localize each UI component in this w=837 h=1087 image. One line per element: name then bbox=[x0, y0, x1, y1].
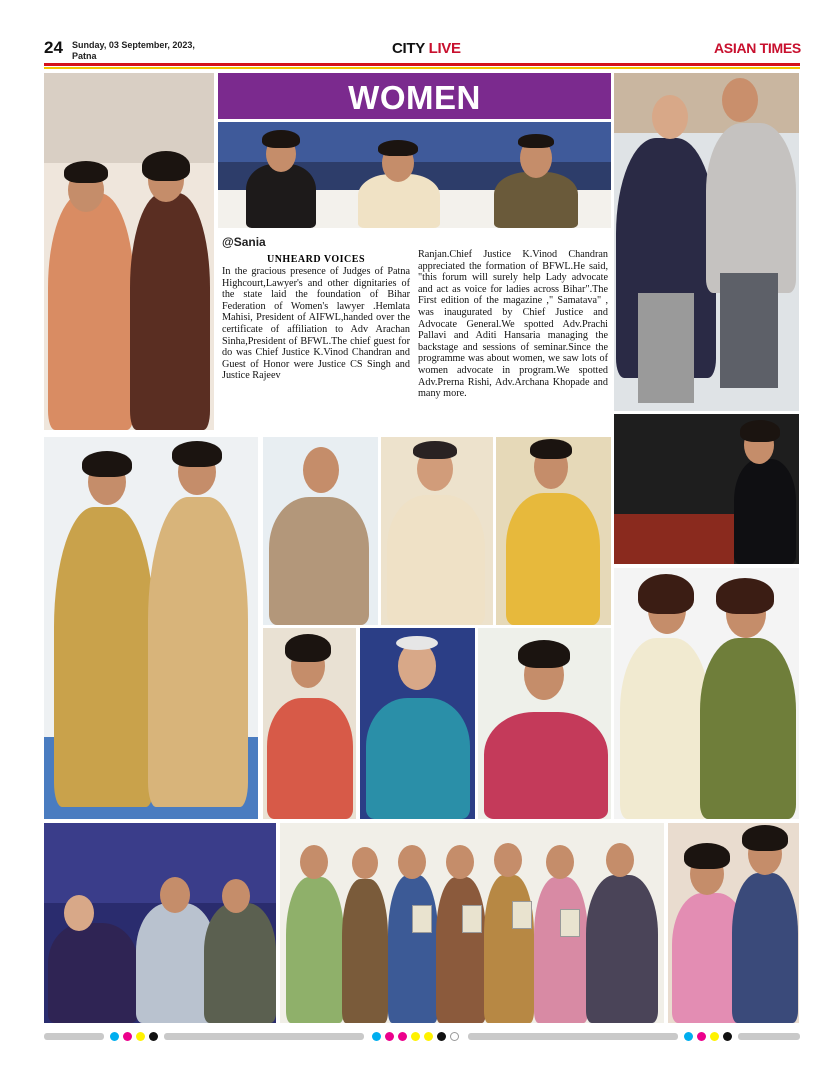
article-subhead: UNHEARD VOICES bbox=[266, 254, 366, 265]
header-rule-red bbox=[44, 63, 800, 66]
photo-two-women-gold bbox=[44, 437, 258, 819]
section-city: CITY bbox=[392, 40, 425, 57]
photo-woman-at-podium bbox=[614, 414, 799, 564]
article-column-2: Ranjan.Chief Justice K.Vinod Chandran appreciated the formation of BFWL.He said, "this forum will surely help Lady advocate and act as voice for ladies across Bihar".The First edition of the magazine ," Samatava" , was inaugurated by Chief Justice and Advocate General.We spotted Adv.Prachi Pallavi and Aditi Hansaria managing the backstage and sessions of seminar.Since the programme was about women, we saw lots of women advocate in program.We spotted Adv.Prerna Rishi, Adv.Archana Khopade and many more. bbox=[418, 249, 608, 400]
photo-woman-red-saree bbox=[263, 628, 356, 819]
photo-stage-dignitaries bbox=[218, 122, 611, 228]
photo-woman-yellow-saree bbox=[496, 437, 611, 625]
article-column-1: In the gracious presence of Judges of Patna Highcourt,Lawyer's and other dignitaries of the state laid the foundation of Bihar Federation of Women's lawyer .Hemlata Mahisi, President of AIFWL,handed over the certificate of affiliation to Adv Arachan Sinha,President of BFWL.The chief guest for do was Chief Justice K.Vinod Chandran and Guest of Honor were Justice CS Singh and Justice Rajeev bbox=[222, 266, 410, 382]
dateline bbox=[72, 40, 195, 62]
section-title bbox=[392, 40, 461, 57]
header-rule-yellow bbox=[44, 67, 800, 69]
date-text: Sunday, 03 September, 2023, bbox=[72, 40, 195, 50]
photo-woman-cream-saree bbox=[381, 437, 493, 625]
photo-two-women-selfie bbox=[614, 568, 799, 819]
city-text: Patna bbox=[72, 51, 97, 61]
headline: WOMEN bbox=[348, 79, 481, 116]
print-registration-bar bbox=[44, 1031, 800, 1041]
paper-name: ASIAN TIMES bbox=[714, 40, 801, 56]
photo-audience-seated bbox=[44, 823, 276, 1023]
photo-man-beige-suit bbox=[263, 437, 378, 625]
photo-two-men-suits bbox=[614, 73, 799, 411]
page-number: 24 bbox=[44, 38, 63, 57]
photo-women-magazine-launch bbox=[280, 823, 664, 1023]
byline: @Sania bbox=[222, 235, 266, 249]
photo-woman-pink-dress bbox=[478, 628, 611, 819]
photo-two-women-pink bbox=[668, 823, 799, 1023]
section-live: LIVE bbox=[428, 40, 461, 57]
headline-banner bbox=[218, 73, 611, 119]
photo-two-women-sarees bbox=[44, 73, 214, 430]
photo-man-blue-shirt bbox=[360, 628, 475, 819]
